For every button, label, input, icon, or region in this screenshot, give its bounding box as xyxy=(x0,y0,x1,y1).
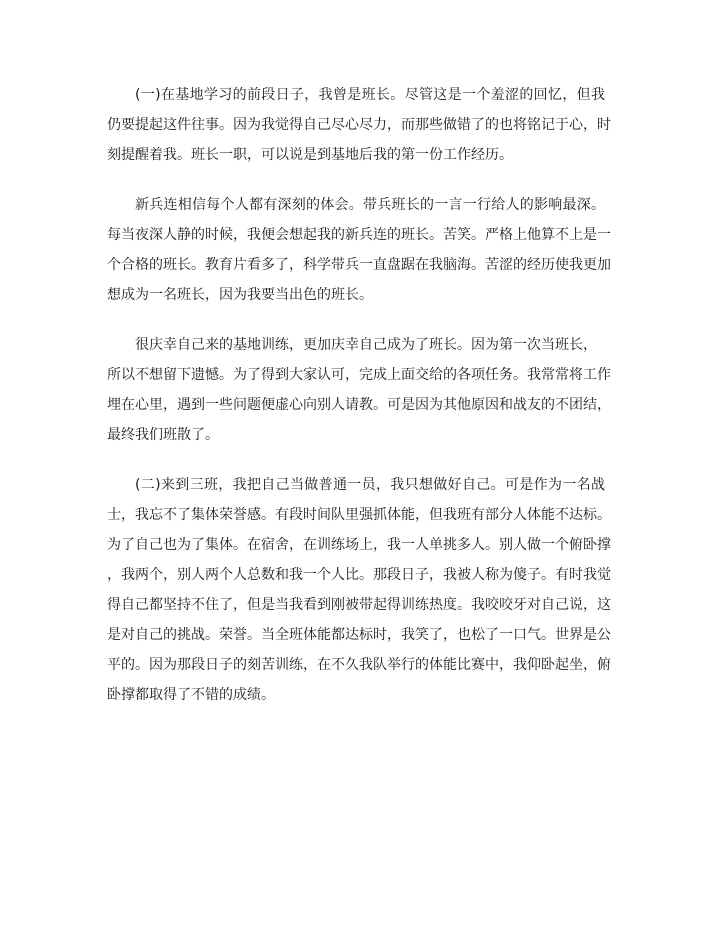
paragraph-4 xyxy=(107,470,611,710)
text-line: 平的。因为那段日子的刻苦训练，在不久我队举行的体能比赛中，我仰卧起坐，俯 xyxy=(107,657,611,673)
text-line: 为了自己也为了集体。在宿舍，在训练场上，我一人单挑多人。别人做一个俯卧撑 xyxy=(107,537,611,553)
text-line: 个合格的班长。教育片看多了，科学带兵一直盘踞在我脑海。苦涩的经历使我更加 xyxy=(107,257,611,273)
text-line: 所以不想留下遗憾。为了得到大家认可，完成上面交给的各项任务。我常常将工作 xyxy=(107,367,611,383)
document-body xyxy=(107,80,611,730)
text-line: 得自己都坚持不住了，但是当我看到刚被带起得训练热度。我咬咬牙对自己说，这 xyxy=(107,597,611,613)
text-line: 最终我们班散了。 xyxy=(107,427,219,443)
paragraph-3 xyxy=(107,330,611,450)
text-line: 卧撑都取得了不错的成绩。 xyxy=(107,687,275,703)
paragraph-1 xyxy=(107,80,611,170)
text-line: 很庆幸自己来的基地训练，更加庆幸自己成为了班长。因为第一次当班长， xyxy=(135,337,597,353)
text-line: (一)在基地学习的前段日子，我曾是班长。尽管这是一个羞涩的回忆，但我 xyxy=(135,87,605,103)
text-line: (二)来到三班，我把自己当做普通一员，我只想做好自己。可是作为一名战 xyxy=(135,477,605,493)
text-line: 士，我忘不了集体荣誉感。有段时间队里强抓体能，但我班有部分人体能不达标。 xyxy=(107,507,611,523)
text-line: 想成为一名班长，因为我要当出色的班长。 xyxy=(107,287,373,303)
text-line: 是对自己的挑战。荣誉。当全班体能都达标时，我笑了，也松了一口气。世界是公 xyxy=(107,627,611,643)
text-line: 新兵连相信每个人都有深刻的体会。带兵班长的一言一行给人的影响最深。 xyxy=(135,197,605,213)
paragraph-2 xyxy=(107,190,611,310)
text-line: 每当夜深人静的时候，我便会想起我的新兵连的班长。苦笑。严格上他算不上是一 xyxy=(107,227,611,243)
text-line: 埋在心里，遇到一些问题便虚心向别人请教。可是因为其他原因和战友的不团结， xyxy=(107,397,611,413)
text-line: 刻提醒着我。班长一职，可以说是到基地后我的第一份工作经历。 xyxy=(107,147,513,163)
text-line: ，我两个，别人两个人总数和我一个人比。那段日子，我被人称为傻子。有时我觉 xyxy=(107,567,611,583)
text-line: 仍要提起这件往事。因为我觉得自己尽心尽力，而那些做错了的也将铭记于心，时 xyxy=(107,117,611,133)
